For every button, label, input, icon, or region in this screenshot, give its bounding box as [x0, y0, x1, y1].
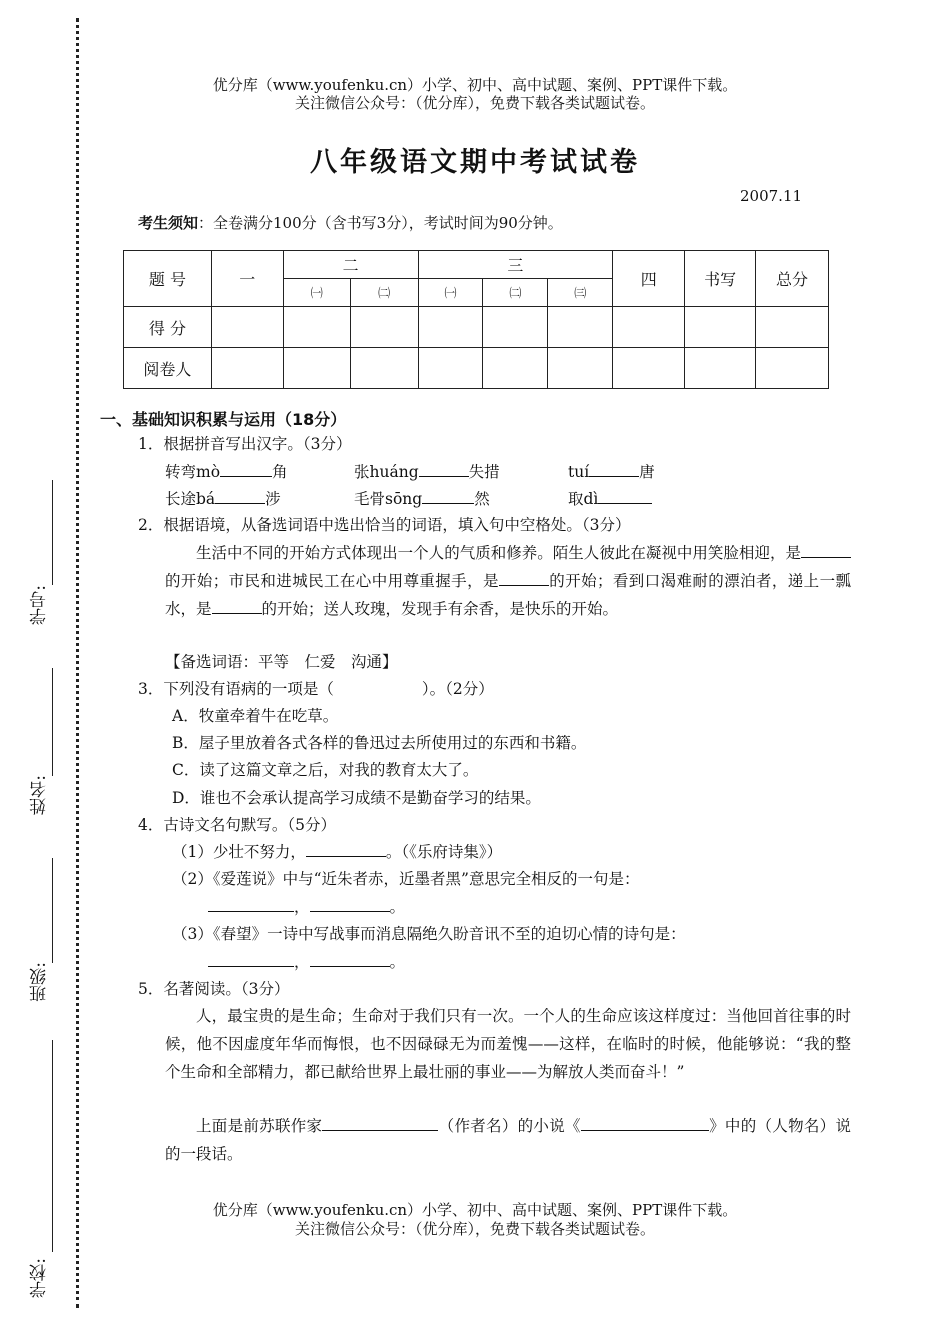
grader-cell[interactable]	[548, 348, 613, 389]
q1-blank[interactable]	[589, 462, 639, 477]
score-cell[interactable]	[548, 306, 613, 348]
q4-blank[interactable]	[310, 897, 390, 912]
q2-passage: 生活中不同的开始方式体现出一个人的气质和修养。陌生人彼此在凝视中用笑脸相迎，是的开始；市民和进城民工在心中用尊重握手，是 的开始；看到口渴难耐的漂泊者，递上一瓢水，是 的开始；送人玫瑰，发现手有余香，是快乐的开始。	[165, 544, 851, 618]
score-cell[interactable]	[685, 306, 756, 348]
q4-item-1: （1）少壮不努力， 。（《乐府诗集》）	[172, 843, 503, 861]
class-line	[52, 858, 53, 963]
q1-blank[interactable]	[220, 462, 272, 477]
q4-item-3: （3）《春望》一诗中写战事而消息隔绝久盼音讯不至的迫切心情的诗句是：	[172, 925, 686, 943]
score-cell[interactable]	[756, 306, 829, 348]
grader-cell[interactable]	[283, 348, 350, 389]
class-label: 班级:	[30, 962, 50, 1002]
grader-cell[interactable]	[483, 348, 548, 389]
header-part-two: 二	[283, 251, 418, 279]
sub-three-a: ㈠	[418, 279, 483, 306]
row-score-label: 得 分	[124, 306, 212, 348]
binding-dotted-line	[76, 18, 79, 1308]
q3-stem: 3．下列没有语病的一项是（ ）。（2分）	[138, 680, 494, 698]
section-one-title: 一、基础知识积累与运用（18分）	[100, 410, 347, 429]
header-line-1: 优分库（www.youfenku.cn）小学、初中、高中试题、案例、PPT课件下载。	[212, 76, 738, 94]
q5-stem: 5．名著阅读。（3分）	[138, 980, 290, 998]
q3-option-a[interactable]: A．牧童牵着牛在吃草。	[172, 707, 339, 725]
q4-blank[interactable]	[208, 897, 294, 912]
score-cell[interactable]	[211, 306, 283, 348]
footer-line-1: 优分库（www.youfenku.cn）小学、初中、高中试题、案例、PPT课件下载。	[212, 1201, 738, 1219]
q5-author-blank[interactable]	[322, 1116, 438, 1131]
sub-three-b: ㈡	[483, 279, 548, 306]
score-cell[interactable]	[613, 306, 685, 348]
q2-blank[interactable]	[212, 599, 262, 614]
exam-notice	[138, 212, 563, 233]
grader-cell[interactable]	[756, 348, 829, 389]
q1-item: 长途bá 涉	[165, 490, 281, 508]
score-cell[interactable]	[483, 306, 548, 348]
q4-item-3-answer: ， 。	[208, 952, 405, 972]
q2-blank[interactable]	[499, 571, 549, 586]
q1-blank[interactable]	[419, 462, 469, 477]
sub-three-c: ㈢	[548, 279, 613, 306]
score-cell[interactable]	[418, 306, 483, 348]
student-no-line	[52, 480, 53, 585]
q4-blank[interactable]	[208, 952, 294, 967]
header-question-no: 题 号	[124, 251, 212, 307]
sub-two-b: ㈡	[350, 279, 418, 306]
q2-options: 【备选词语：平等 仁爱 沟通】	[165, 653, 398, 671]
name-line	[52, 668, 53, 776]
footer-line-2: 关注微信公众号：（优分库），免费下载各类试题试卷。	[294, 1220, 655, 1238]
grader-cell[interactable]	[685, 348, 756, 389]
score-cell[interactable]	[283, 306, 350, 348]
q5-novel-blank[interactable]	[581, 1116, 709, 1131]
q4-item-2-answer: ， 。	[208, 897, 405, 917]
exam-date: 2007.11	[740, 187, 803, 205]
header-total: 总分	[756, 251, 829, 307]
name-label: 姓名:	[30, 775, 50, 815]
header-part-four: 四	[613, 251, 685, 307]
q1-item: 转弯mò 角	[165, 463, 288, 481]
q1-item: 张huáng 失措	[354, 463, 500, 481]
q1-blank[interactable]	[215, 489, 265, 504]
q5-quote: 人，最宝贵的是生命；生命对于我们只有一次。一个人的生命应该这样度过：当他回首往事的时候，他不因虚度年华而悔恨，也不因碌碌无为而羞愧——这样，在临时的时候，他能够说：“我的整个生命和全部精力，都已献给世界上最壮丽的事业——为解放人类而奋斗！”	[165, 1007, 851, 1081]
header-part-three: 三	[418, 251, 613, 279]
q4-item-2: （2）《爱莲说》中与“近朱者赤，近墨者黑”意思完全相反的一句是：	[172, 870, 640, 888]
grader-cell[interactable]	[211, 348, 283, 389]
q3-option-b[interactable]: B．屋子里放着各式各样的鲁迅过去所使用过的东西和书籍。	[172, 734, 587, 752]
q2-blank[interactable]	[801, 543, 851, 558]
q3-option-d[interactable]: D．谁也不会承认提高学习成绩不是勤奋学习的结果。	[172, 789, 541, 807]
page-title: 八年级语文期中考试试卷	[310, 147, 640, 178]
q1-blank[interactable]	[598, 489, 652, 504]
school-label: 学校:	[30, 1258, 50, 1298]
header-line-2: 关注微信公众号：（优分库），免费下载各类试题试卷。	[294, 94, 655, 112]
row-grader-label: 阅卷人	[124, 348, 212, 389]
sub-two-a: ㈠	[283, 279, 350, 306]
header-part-one: 一	[211, 251, 283, 307]
grader-cell[interactable]	[418, 348, 483, 389]
grader-cell[interactable]	[613, 348, 685, 389]
score-table	[123, 250, 829, 389]
student-no-label: 学号:	[30, 585, 50, 625]
q2-stem: 2．根据语境，从备选词语中选出恰当的词语，填入句中空格处。（3分）	[138, 516, 631, 534]
q1-item: 取dì	[568, 489, 652, 509]
q1-item: 毛骨sōng 然	[354, 490, 490, 508]
q5-question: 上面是前苏联作家 （作者名）的小说《 》中的（人物名）说的一段话。	[165, 1117, 851, 1163]
grader-cell[interactable]	[350, 348, 418, 389]
q4-stem: 4．古诗文名句默写。（5分）	[138, 816, 336, 834]
q1-stem: 1．根据拼音写出汉字。（3分）	[138, 435, 352, 453]
header-writing: 书写	[685, 251, 756, 307]
notice-text: ：全卷满分100分（含书写3分），考试时间为90分钟。	[198, 214, 563, 232]
q1-blank[interactable]	[422, 489, 474, 504]
score-cell[interactable]	[350, 306, 418, 348]
notice-label: 考生须知	[138, 214, 199, 232]
q3-option-c[interactable]: C．读了这篇文章之后，对我的教育太大了。	[172, 761, 479, 779]
q1-item: tuí 唐	[568, 463, 655, 481]
q4-blank[interactable]	[306, 842, 386, 857]
q4-blank[interactable]	[310, 952, 390, 967]
